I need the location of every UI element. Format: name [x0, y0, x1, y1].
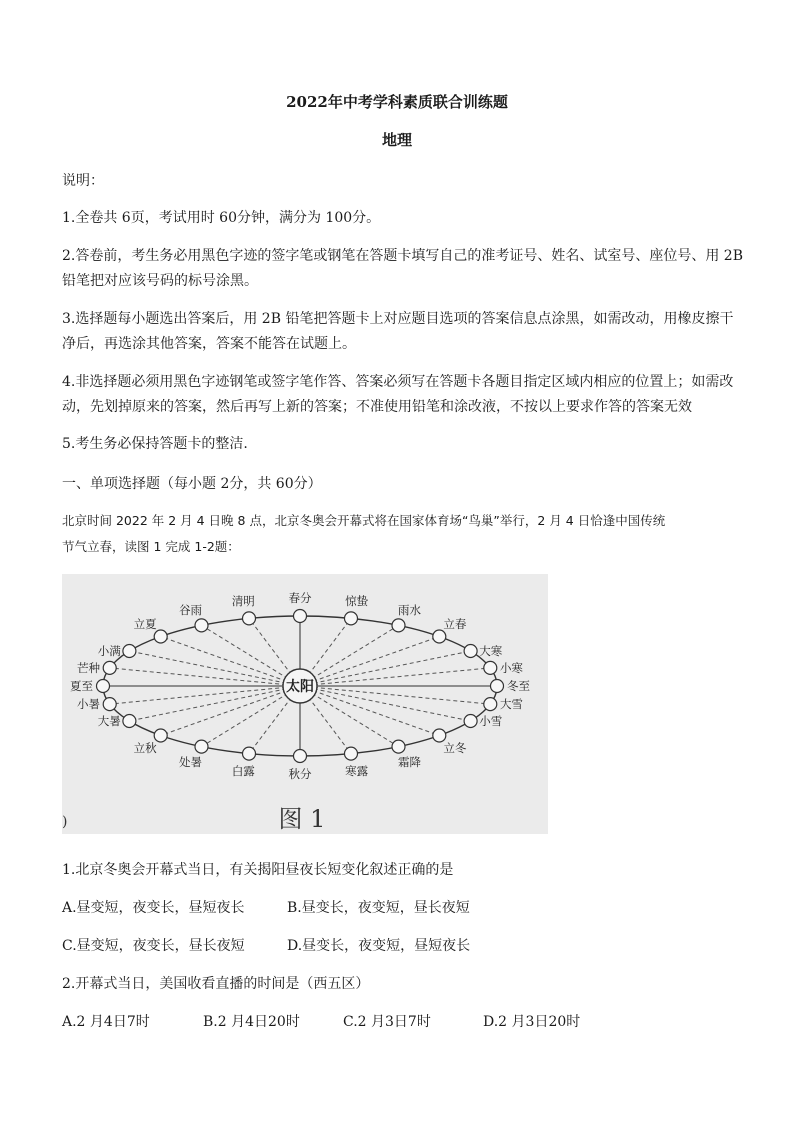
instruction-line: 1.全卷共 6页，考试用时 60分钟，满分为 100分。 [62, 210, 381, 226]
instruction-line: 3.选择题每小题选出答案后，用 2B 铅笔把答题卡上对应题目选项的答案信息点涂黑，如需改动，用橡皮擦干 [62, 311, 734, 327]
solar-term-label: 大暑 [97, 714, 121, 728]
question-1-option-a: A.昼变短，夜变长，昼短夜长 [62, 900, 245, 916]
solar-term-node [195, 619, 208, 632]
solar-term-label: 冬至 [507, 679, 530, 693]
question-2-option-a: A.2 月4日7时 [62, 1014, 150, 1030]
stray-mark: ) [62, 814, 68, 830]
solar-term-label: 春分 [288, 591, 312, 605]
question-2-option-d: D.2 月3日20时 [483, 1014, 581, 1030]
question-2-option-b: B.2 月4日20时 [203, 1014, 300, 1030]
solar-term-node [97, 680, 110, 693]
solar-term-node [491, 680, 504, 693]
solar-term-node [484, 661, 497, 674]
solar-term-node [154, 630, 167, 643]
solar-term-node [344, 747, 357, 760]
solar-term-label: 惊蛰 [345, 593, 369, 608]
instruction-line: 5.考生务必保持答题卡的整洁. [62, 436, 248, 452]
solar-term-label: 寒露 [345, 764, 369, 779]
solar-term-label: 立秋 [133, 741, 157, 756]
solar-term-label: 谷雨 [179, 602, 202, 617]
sun-label: 太阳 [286, 679, 314, 695]
solar-term-label: 立冬 [443, 741, 467, 756]
solar-term-label: 小雪 [479, 714, 503, 728]
figure-caption: 图 1 [278, 805, 326, 833]
solar-term-label: 雨水 [398, 602, 421, 617]
question-1-stem: 1.北京冬奥会开幕式当日，有关揭阳昼夜长短变化叙述正确的是 [62, 862, 454, 878]
solar-term-label: 小满 [97, 644, 121, 658]
solar-term-node [123, 715, 136, 728]
exam-title: 2022年中考学科素质联合训练题 [286, 93, 508, 111]
subject-title: 地理 [381, 131, 412, 149]
instruction-line: 动，先划掉原来的答案，然后再写上新的答案；不准使用铅笔和涂改液，不按以上要求作答的答案无效 [62, 399, 692, 415]
question-2-stem: 2.开幕式当日，美国收看直播的时间是（西五区） [62, 976, 370, 992]
solar-term-node [103, 698, 116, 711]
solar-term-label: 立春 [443, 616, 467, 631]
solar-term-label: 清明 [231, 593, 255, 608]
solar-term-node [154, 729, 167, 742]
solar-term-label: 大雪 [499, 697, 523, 712]
solar-term-node [243, 747, 256, 760]
solar-term-node [392, 619, 405, 632]
instruction-line: 2.答卷前，考生务必用黑色字迹的签字笔或钢笔在答题卡填写自己的准考证号、姓名、试室号、座位号、用 2B [62, 248, 744, 264]
instruction-line: 净后，再选涂其他答案，答案不能答在试题上。 [62, 336, 356, 352]
solar-term-node [484, 698, 497, 711]
question-intro: 节气立春，读图 1 完成 1-2题： [62, 539, 240, 554]
solar-term-node [433, 729, 446, 742]
question-intro: 北京时间 2022 年 2 月 4 日晚 8 点，北京冬奥会开幕式将在国家体育场“鸟巢”举行，2 月 4 日恰逢中国传统 [62, 513, 666, 528]
question-2-option-c: C.2 月3日7时 [343, 1014, 431, 1030]
solar-term-label: 大寒 [479, 644, 503, 658]
solar-term-node [392, 740, 405, 753]
solar-term-label: 秋分 [288, 767, 312, 781]
solar-term-label: 处暑 [179, 755, 202, 770]
solar-term-node [195, 740, 208, 753]
solar-term-node [294, 750, 307, 763]
solar-term-node [243, 612, 256, 625]
solar-terms-figure [62, 574, 548, 834]
instruction-line: 铅笔把对应该号码的标号涂黑。 [62, 273, 258, 289]
instruction-line: 4.非选择题必须用黑色字迹钢笔或签字笔作答、答案必须写在答题卡各题目指定区域内相应的位置上；如需改 [62, 374, 734, 390]
solar-term-label: 小寒 [499, 660, 523, 675]
solar-term-node [433, 630, 446, 643]
question-1-option-b: B.昼变长，夜变短，昼长夜短 [287, 900, 470, 916]
section-heading: 一、单项选择题（每小题 2分，共 60分） [62, 476, 322, 492]
solar-term-node [344, 612, 357, 625]
question-1-option-c: C.昼变短，夜变长，昼长夜短 [62, 938, 245, 954]
solar-term-node [464, 715, 477, 728]
solar-term-label: 小暑 [77, 697, 101, 712]
solar-term-node [294, 610, 307, 623]
instructions-label: 说明： [62, 173, 104, 189]
solar-term-label: 霜降 [398, 755, 421, 770]
solar-term-label: 芒种 [77, 660, 101, 675]
solar-term-label: 夏至 [70, 679, 93, 693]
question-1-option-d: D.昼变长，夜变短，昼短夜长 [287, 938, 471, 954]
solar-term-label: 白露 [231, 764, 255, 779]
solar-term-node [464, 645, 477, 658]
solar-term-node [123, 645, 136, 658]
solar-term-label: 立夏 [133, 616, 157, 631]
solar-term-node [103, 661, 116, 674]
